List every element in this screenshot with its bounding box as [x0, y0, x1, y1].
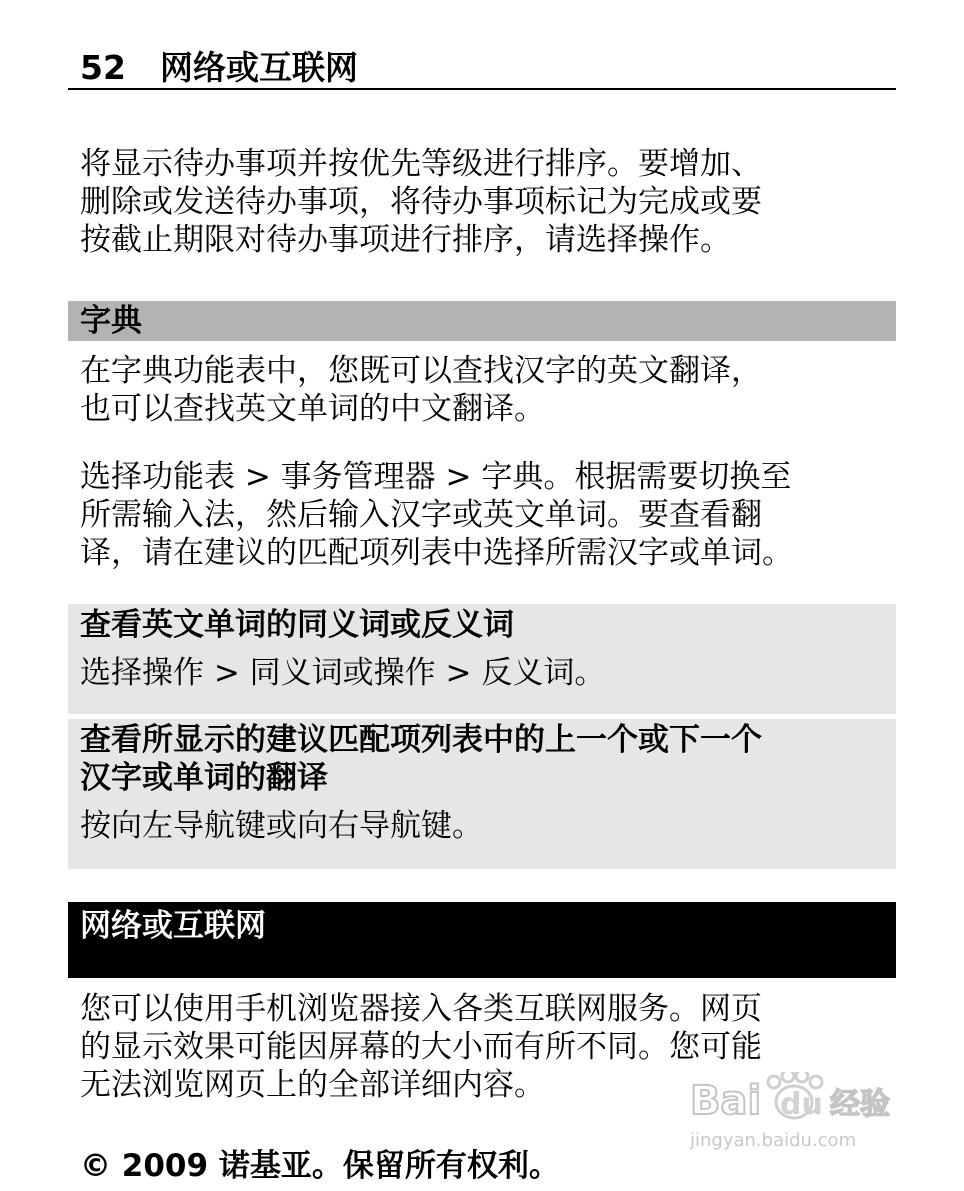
body-line: 所需输入法，然后输入汉字或英文单词。要查看翻: [80, 497, 762, 533]
body-line: 您可以使用手机浏览器接入各类互联网服务。网页: [80, 991, 762, 1027]
intro-line: 删除或发送待办事项，将待办事项标记为完成或要: [80, 184, 762, 220]
body-line: 的显示效果可能因屏幕的大小而有所不同。您可能: [80, 1029, 762, 1065]
body-line: 也可以查找英文单词的中文翻译。: [80, 391, 545, 427]
body-line: 选择功能表 > 事务管理器 > 字典。根据需要切换至: [80, 459, 792, 495]
tip-title: 汉字或单词的翻译: [80, 760, 328, 796]
svg-text:du: du: [780, 1087, 823, 1122]
tip-synonyms-content: [80, 606, 896, 692]
svg-text:经验: 经验: [830, 1087, 890, 1122]
body-line: 译，请在建议的匹配项列表中选择所需汉字或单词。: [80, 535, 793, 571]
paw-logo-icon: [690, 1072, 910, 1162]
body-line: 无法浏览网页上的全部详细内容。: [80, 1067, 545, 1103]
page-number: 52: [80, 48, 126, 87]
header-rule: [68, 88, 896, 90]
intro-line: 按截止期限对待办事项进行排序，请选择操作。: [80, 222, 731, 258]
tip-title: 查看英文单词的同义词或反义词: [80, 607, 514, 643]
copyright-footer: © 2009 诺基亚。保留所有权利。: [80, 1148, 560, 1184]
tip-text: 选择操作 > 同义词或操作 > 反义词。: [80, 655, 606, 691]
intro-line: 将显示待办事项并按优先等级进行排序。要增加、: [80, 146, 762, 182]
dictionary-heading: 字典: [80, 303, 142, 339]
tip-text: 按向左导航键或向右导航键。: [80, 808, 483, 844]
tip-title: 查看所显示的建议匹配项列表中的上一个或下一个: [80, 722, 762, 758]
dictionary-paragraph-1: [80, 352, 896, 428]
dictionary-paragraph-2: [80, 458, 896, 572]
page-header: [80, 44, 358, 92]
svg-text:jingyan.baidu.com: jingyan.baidu.com: [690, 1130, 857, 1151]
internet-heading: 网络或互联网: [80, 908, 266, 944]
body-line: 在字典功能表中，您既可以查找汉字的英文翻译，: [80, 353, 762, 389]
tip-navigation-content: [80, 721, 896, 845]
intro-paragraph: [80, 145, 896, 259]
svg-text:Bai: Bai: [690, 1078, 762, 1124]
running-title: 网络或互联网: [160, 48, 358, 87]
baidu-watermark-logo: [690, 1072, 910, 1162]
section-band: [68, 301, 896, 341]
